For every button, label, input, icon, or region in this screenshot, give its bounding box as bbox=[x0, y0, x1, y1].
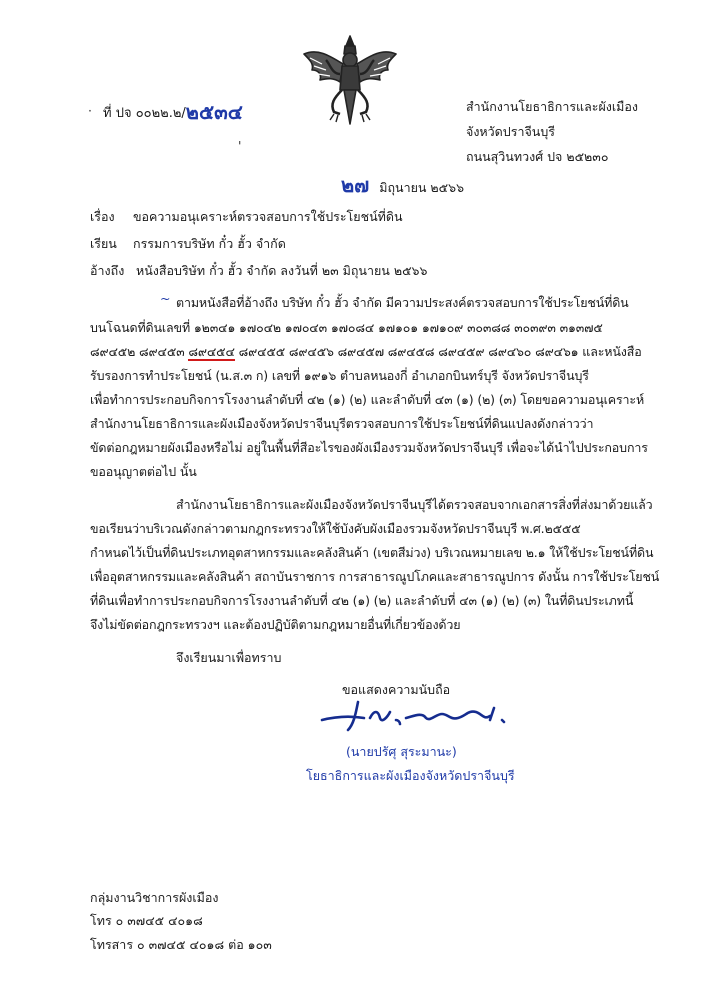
date-month-year: มิถุนายน ๒๕๖๖ bbox=[379, 180, 465, 195]
handwritten-reference-number: ๒๕๓๔ bbox=[185, 100, 243, 124]
sender-address-line: ถนนสุวินทวงศ์ ปจ ๒๕๒๓๐ bbox=[466, 149, 609, 164]
letter-date bbox=[341, 175, 464, 195]
reference-number bbox=[103, 100, 243, 124]
paragraph-2-line: สำนักงานโยธาธิการและผังเมืองจังหวัดปราจีนบุรีได้ตรวจสอบจากเอกสารสิ่งที่ส่งมาด้วยแล้ว bbox=[176, 497, 653, 512]
subject-label: เรื่อง bbox=[90, 209, 115, 224]
reference-text: หนังสือบริษัท กั๋ว ฮั้ว จำกัด ลงวันที่ ๒๓ มิถุนายน ๒๕๖๖ bbox=[136, 263, 428, 278]
paragraph-1-line: ตามหนังสือที่อ้างถึง บริษัท กั๋ว ฮั้ว จำกัด มีความประสงค์ตรวจสอบการใช้ประโยชน์ที่ดิน bbox=[176, 295, 629, 310]
stray-mark: · bbox=[88, 103, 92, 118]
paragraph-1-line: เพื่อทำการประกอบกิจการโรงงานลำดับที่ ๔๒ (๑) (๒) และลำดับที่ ๔๓ (๑) (๒) (๓) โดยขอความอนุเคราะห์ bbox=[90, 392, 645, 407]
signatory-name: (นายปรัศุ สุระมานะ) bbox=[346, 744, 457, 759]
paragraph-1-line: สำนักงานโยธาธิการและผังเมืองจังหวัดปราจีนบุรีตรวจสอบการใช้ประโยชน์ที่ดินแปลงดังกล่าวว่า bbox=[90, 416, 594, 431]
closing-text: จึงเรียนมาเพื่อทราบ bbox=[176, 650, 282, 665]
garuda-emblem-icon bbox=[300, 34, 400, 126]
reference-prefix: ที่ ปจ ๐๐๒๒.๒/ bbox=[103, 106, 186, 121]
regards-text: ขอแสดงความนับถือ bbox=[342, 682, 451, 697]
paragraph-1-line bbox=[90, 346, 642, 359]
stray-mark: ' bbox=[238, 138, 242, 153]
paragraph-2-line: จึงไม่ขัดต่อกฎกระทรวงฯ และต้องปฏิบัติตามกฎหมายอื่นที่เกี่ยวข้องด้วย bbox=[90, 617, 461, 632]
sender-address-line: สำนักงานโยธาธิการและผังเมือง bbox=[466, 99, 639, 114]
paragraph-2-line: เพื่ออุตสาหกรรมและคลังสินค้า สถาบันราชการ การสาธารณูปโภคและสาธารณูปการ ดังนั้น การใช้ประโยชน์ bbox=[90, 569, 660, 584]
handwritten-day: ๒๗ bbox=[341, 173, 370, 197]
reference-label: อ้างถึง bbox=[90, 263, 125, 278]
signatory-title: โยธาธิการและผังเมืองจังหวัดปราจีนบุรี bbox=[306, 768, 515, 783]
paragraph-1-line: ขัดต่อกฎหมายผังเมืองหรือไม่ อยู่ในพื้นที่สีอะไรของผังเมืองรวมจังหวัดปราจีนบุรี เพื่อจะได้นำไปประกอบการ bbox=[90, 440, 648, 455]
subject-text: ขอความอนุเคราะห์ตรวจสอบการใช้ประโยชน์ที่ดิน bbox=[133, 209, 403, 224]
sender-address-line: จังหวัดปราจีนบุรี bbox=[466, 124, 555, 139]
land-numbers-before: ๘๙๔๕๒ ๘๙๔๕๓ bbox=[90, 344, 189, 359]
handwritten-signature-icon bbox=[318, 690, 518, 736]
pen-mark: ~ bbox=[160, 291, 171, 306]
land-numbers-after: ๘๙๔๕๕ ๘๙๔๕๖ ๘๙๔๕๗ ๘๙๔๕๘ ๘๙๔๕๙ ๘๙๔๖๐ ๘๙๔๖๑ และหนังสือ bbox=[234, 344, 642, 359]
contact-department: กลุ่มงานวิชาการผังเมือง bbox=[90, 890, 219, 905]
paragraph-2-line: ขอเรียนว่าบริเวณดังกล่าวตามกฎกระทรวงให้ใช้บังคับผังเมืองรวมจังหวัดปราจีนบุรี พ.ศ.๒๕๕๕ bbox=[90, 521, 581, 536]
signature bbox=[318, 690, 518, 736]
paragraph-2-line: กำหนดไว้เป็นที่ดินประเภทอุตสาหกรรมและคลังสินค้า (เขตสีม่วง) บริเวณหมายเลข ๒.๑ ให้ใช้ประโยชน์ที่ดิน bbox=[90, 545, 654, 560]
underlined-land-number: ๘๙๔๕๔ bbox=[188, 344, 235, 359]
contact-phone: โทร ๐ ๓๗๔๕ ๔๐๑๘ bbox=[90, 913, 203, 928]
paragraph-1-line: บนโฉนดที่ดินเลขที่ ๑๒๓๔๑ ๑๗๐๔๒ ๑๗๐๔๓ ๑๗๐๘๔ ๑๗๑๐๑ ๑๗๑๐๙ ๓๐๓๘๘ ๓๐๓๙๓ ๓๑๓๗๕ bbox=[90, 320, 603, 335]
paragraph-2-line: ที่ดินเพื่อทำการประกอบกิจการโรงงานลำดับที่ ๔๒ (๑) (๒) และลำดับที่ ๔๓ (๑) (๒) (๓) ในที่ดินประเภทนี้ bbox=[90, 593, 634, 608]
paragraph-1-line: รับรองการทำประโยชน์ (น.ส.๓ ก) เลขที่ ๑๙๑๖ ตำบลหนองกี่ อำเภอกบินทร์บุรี จังหวัดปราจีนบุรี bbox=[90, 368, 589, 383]
paragraph-1-line: ขออนุญาตต่อไป นั้น bbox=[90, 464, 197, 479]
contact-fax: โทรสาร ๐ ๓๗๔๕ ๔๐๑๘ ต่อ ๑๐๓ bbox=[90, 937, 272, 952]
recipient-text: กรรมการบริษัท กั๋ว ฮั้ว จำกัด bbox=[133, 236, 286, 251]
recipient-label: เรียน bbox=[90, 236, 117, 251]
garuda-emblem bbox=[300, 34, 400, 126]
